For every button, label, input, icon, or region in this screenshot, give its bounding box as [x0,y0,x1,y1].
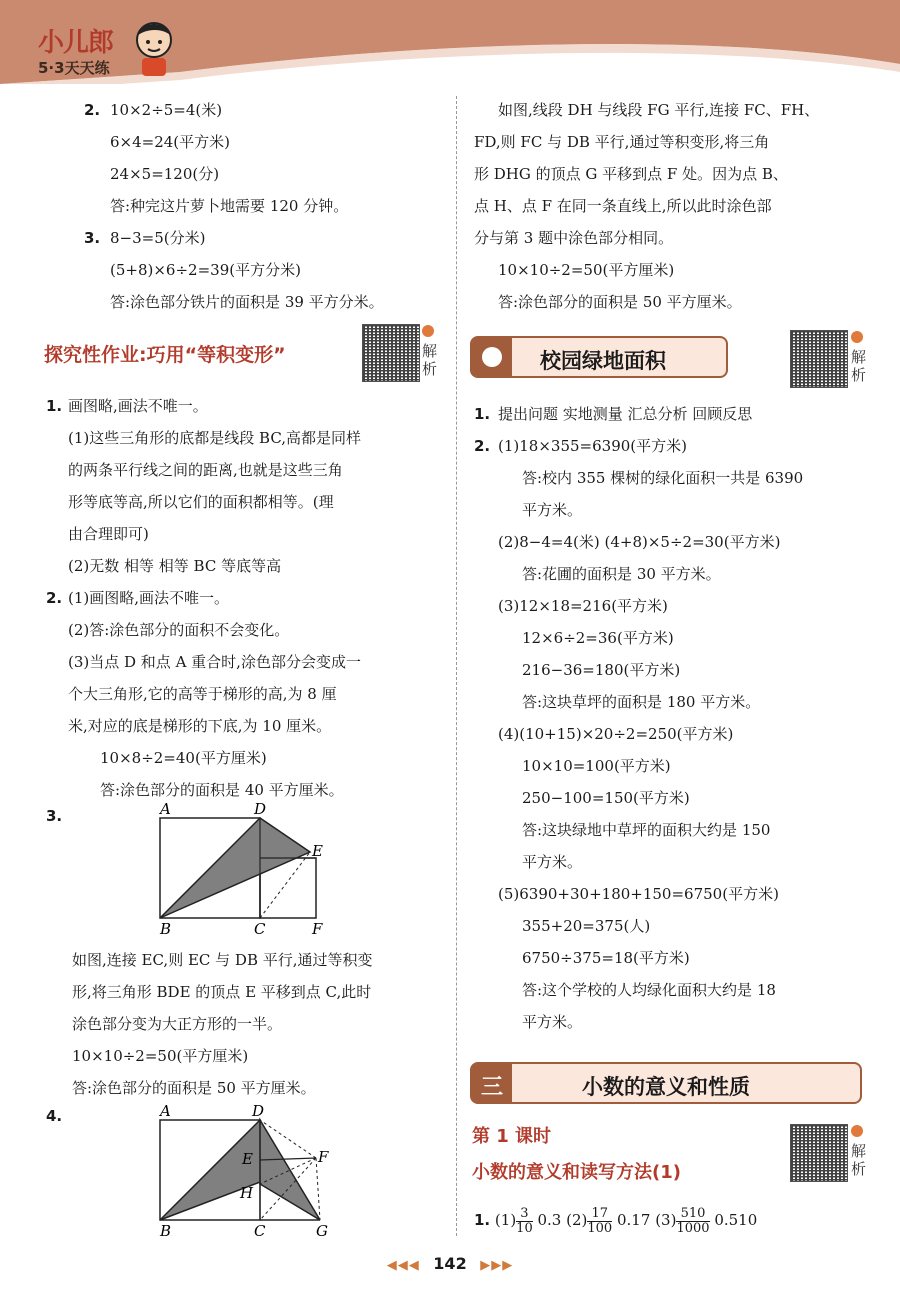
answer-line: 形等底等高,所以它们的面积都相等。(理 [68,493,334,511]
answer-line: 平方米。 [522,853,583,871]
answer-line: 答:涂色部分的面积是 50 平方厘米。 [72,1079,316,1097]
fig-label: E [242,1150,253,1168]
answer-line: 355+20=375(人) [522,917,651,935]
play-icon [851,331,863,343]
answer-line: 答:校内 355 棵树的绿化面积一共是 6390 [522,469,804,487]
section-title: 探究性作业:巧用“等积变形” [44,344,286,366]
answer-line: (5)6390+30+180+150=6750(平方米) [498,885,779,903]
fig-label: H [240,1184,254,1202]
answer-line: (2)答:涂色部分的面积不会变化。 [68,621,290,639]
answer-line: 点 H、点 F 在同一条直线上,所以此时涂色部 [474,197,772,215]
answer-line: 的两条平行线之间的距离,也就是这些三角 [68,461,343,479]
answer-line: 6750÷375=18(平方米) [522,949,690,967]
fig-label: F [318,1148,329,1166]
qr-label: 解析 [422,342,438,378]
chapter-number: 三 [480,1075,503,1100]
part-label: (1) [494,1211,517,1229]
answer-line: 24×5=120(分) [110,165,220,183]
answer-line: 答:这个学校的人均绿化面积大约是 18 [522,981,776,999]
fraction: $\frac{510}{1000}$ [676,1205,710,1236]
question-number: 1. [474,1211,491,1229]
answer-line: (1)画图略,画法不唯一。 [68,589,230,607]
mascot-icon [132,18,176,78]
answer-line: 10×10÷2=50(平方厘米) [498,261,675,279]
answer-line: 答:涂色部分铁片的面积是 39 平方分米。 [110,293,384,311]
answer-line: 10×2÷5=4(米) [110,101,223,119]
answer-line: 个大三角形,它的高等于梯形的高,为 8 厘 [68,685,337,703]
question-number: 2. [474,437,491,455]
answer-line: 如图,线段 DH 与线段 FG 平行,连接 FC、FH、 [498,101,820,119]
fig-label: C [254,1222,266,1240]
answer-line: 答:种完这片萝卜地需要 120 分钟。 [110,197,349,215]
chapter-header [470,1062,862,1104]
figure-3 [150,800,350,940]
qr-code-icon[interactable] [362,324,420,382]
header-badge [472,338,512,376]
decimal-value: 0.3 [537,1211,562,1229]
brand [38,22,113,78]
answer-line: 216−36=180(平方米) [522,661,681,679]
answer-line: (1)这些三角形的底都是线段 BC,高都是同样 [68,429,362,447]
answer-line: 平方米。 [522,501,583,519]
answer-line: (3)12×18=216(平方米) [498,597,668,615]
answer-line: 平方米。 [522,1013,583,1031]
answer-line: 画图略,画法不唯一。 [68,397,208,415]
section-title: 校园绿地面积 [540,349,666,373]
answer-line [474,1206,757,1236]
fraction: $\frac{3}{10}$ [516,1205,533,1236]
decimal-value: 0.510 [714,1211,758,1229]
question-number: 3. [46,807,63,825]
chapter-title: 小数的意义和性质 [582,1075,750,1099]
answer-line: 答:涂色部分的面积是 40 平方厘米。 [100,781,344,799]
qr-label: 解析 [851,348,867,384]
answer-line: 答:这块草坪的面积是 180 平方米。 [522,693,761,711]
answer-line: (3)当点 D 和点 A 重合时,涂色部分会变成一 [68,653,361,671]
lesson-label: 第 1 课时 [472,1126,552,1147]
part-label: (2) [566,1211,588,1229]
answer-line: 8−3=5(分米) [110,229,206,247]
fig-label: D [254,800,267,818]
qr-code-icon[interactable] [790,330,848,388]
page-footer [0,1254,900,1273]
part-label: (3) [655,1211,677,1229]
fig-label: A [160,800,171,818]
column-divider [456,96,457,1236]
fig-label: A [160,1102,171,1120]
question-number: 1. [46,397,63,415]
lesson-title: 小数的意义和读写方法(1) [472,1162,681,1183]
brand-subtitle: 5·3天天练 [38,59,110,77]
answer-line: 如图,连接 EC,则 EC 与 DB 平行,通过等积变 [72,951,373,969]
fig-label: C [254,920,266,938]
fig-label: G [316,1222,328,1240]
arrow-left-icon: ◀◀◀ [386,1258,420,1273]
answer-line: 10×10÷2=50(平方厘米) [72,1047,249,1065]
question-number: 2. [84,101,101,119]
answer-line: 12×6÷2=36(平方米) [522,629,674,647]
answer-line: 6×4=24(平方米) [110,133,231,151]
fig-label: D [252,1102,265,1120]
fig-label: B [160,1222,172,1240]
answer-line: 提出问题 实地测量 汇总分析 回顾反思 [498,405,753,423]
question-number: 2. [46,589,63,607]
figure-4 [150,1100,350,1240]
answer-line: 形,将三角形 BDE 的顶点 E 平移到点 C,此时 [72,983,372,1001]
decimal-value: 0.17 [617,1211,651,1229]
arrow-right-icon: ▶▶▶ [480,1258,514,1273]
qr-label: 解析 [851,1142,867,1178]
brand-logo: 小儿郎 [38,28,114,58]
fig-label: F [312,920,323,938]
answer-line: 由合理即可) [68,525,149,543]
answer-line: 答:涂色部分的面积是 50 平方厘米。 [498,293,742,311]
answer-line: 形 DHG 的顶点 G 平移到点 F 处。因为点 B、 [474,165,788,183]
answer-line: (4)(10+15)×20÷2=250(平方米) [498,725,734,743]
answer-line: (1)18×355=6390(平方米) [498,437,687,455]
fraction: $\frac{17}{100}$ [587,1205,613,1236]
answer-line: 米,对应的底是梯形的下底,为 10 厘米。 [68,717,332,735]
question-number: 3. [84,229,101,247]
play-icon [851,1125,863,1137]
answer-line: (2)8−4=4(米) (4+8)×5÷2=30(平方米) [498,533,781,551]
play-icon [422,325,434,337]
fig-label: B [160,920,172,938]
answer-line: (5+8)×6÷2=39(平方分米) [110,261,301,279]
section-header-campus-green [470,336,728,378]
answer-line: 答:这块绿地中草坪的面积大约是 150 [522,821,771,839]
question-number: 1. [474,405,491,423]
page-number: 142 [433,1254,467,1273]
answer-line: 10×8÷2=40(平方厘米) [100,749,267,767]
chapter-badge [472,1064,512,1102]
answer-line: 分与第 3 题中涂色部分相同。 [474,229,674,247]
fig-label: E [312,842,323,860]
answer-line: 答:花圃的面积是 30 平方米。 [522,565,721,583]
answer-line: 10×10=100(平方米) [522,757,671,775]
answer-line: 250−100=150(平方米) [522,789,690,807]
answer-line: (2)无数 相等 相等 BC 等底等高 [68,557,282,575]
answer-line: 涂色部分变为大正方形的一半。 [72,1015,283,1033]
answer-line: FD,则 FC 与 DB 平行,通过等积变形,将三角 [474,133,770,151]
qr-code-icon[interactable] [790,1124,848,1182]
question-number: 4. [46,1107,63,1125]
